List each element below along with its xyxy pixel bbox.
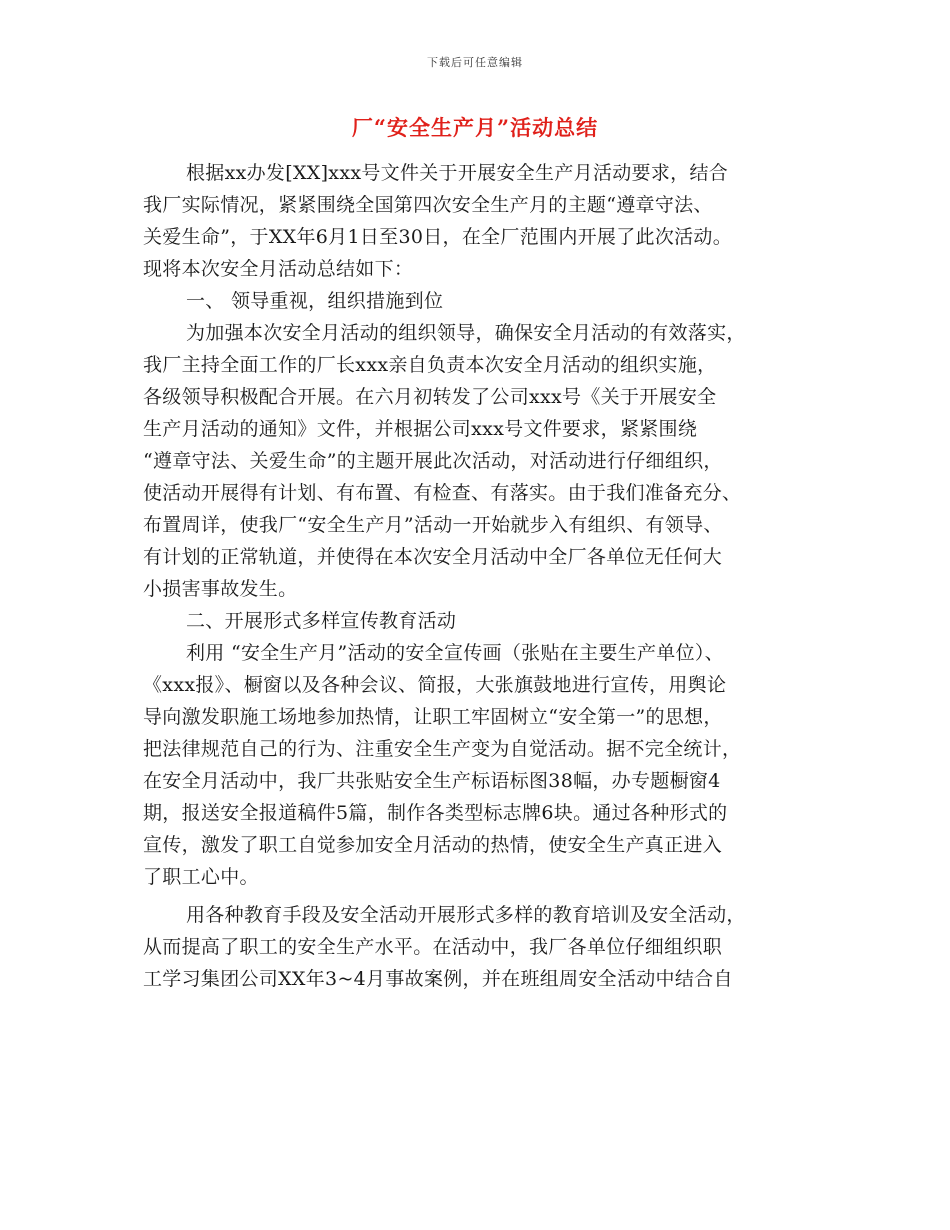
body-line: 用各种教育手段及安全活动开展形式多样的教育培训及安全活动， [186,904,746,926]
body-line: 有计划的正常轨道，并使得在本次安全月活动中全厂各单位无任何大 [143,546,723,568]
body-line: 利用 “安全生产月”活动的安全宣传画（张贴在主要生产单位）、 [186,642,724,664]
section-heading-1: 一、 领导重视，组织措施到位 [186,290,444,312]
body-line: 我厂实际情况，紧紧围绕全国第四次安全生产月的主题“遵章守法、 [143,194,713,216]
body-line: 工学习集团公司XX年3~4月事故案例，并在班组周安全活动中结合自 [143,968,733,990]
body-line: 从而提高了职工的安全生产水平。在活动中，我厂各单位仔细组织职 [143,936,723,958]
body-line: 了职工心中。 [143,866,259,888]
body-line: 把法律规范自己的行为、注重安全生产变为自觉活动。据不完全统计， [143,738,742,760]
body-line: 现将本次安全月活动总结如下： [143,258,414,280]
page-header-note: 下载后可任意编辑 [427,56,523,69]
body-line: 《xxx报》、橱窗以及各种会议、简报，大张旗鼓地进行宣传，用舆论 [143,674,727,696]
body-line: 在安全月活动中，我厂共张贴安全生产标语标图38幅，办专题橱窗4 [143,770,721,792]
body-line: 生产月活动的通知》文件，并根据公司xxx号文件要求，紧紧围绕 [143,418,698,440]
section-heading-2: 二、开展形式多样宣传教育活动 [186,610,457,632]
body-line: “遵章守法、关爱生命”的主题开展此次活动，对活动进行仔细组织， [143,450,723,472]
body-line: 小损害事故发生。 [143,578,298,600]
body-line: 使活动开展得有计划、有布置、有检查、有落实。由于我们准备充分、 [143,482,742,504]
body-line: 导向激发职施工场地参加热情，让职工牢固树立“安全第一”的思想， [143,706,723,728]
body-line: 我厂主持全面工作的厂长xxx亲自负责本次安全月活动的组织实施， [143,354,717,376]
body-line: 各级领导积极配合开展。在六月初转发了公司xxx号《关于开展安全 [143,386,717,408]
body-line: 根据xx办发[XX]xxx号文件关于开展安全生产月活动要求，结合 [186,162,729,184]
body-line: 布置周详，使我厂“安全生产月”活动一开始就步入有组织、有领导、 [143,514,723,536]
body-line: 为加强本次安全月活动的组织领导，确保安全月活动的有效落实， [186,322,746,344]
body-line: 宣传，激发了职工自觉参加安全月活动的热情，使安全生产真正进入 [143,834,723,856]
body-line: 期，报送安全报道稿件5篇，制作各类型标志牌6块。通过各种形式的 [143,802,728,824]
body-line: 关爱生命”，于XX年6月1日至30日，在全厂范围内开展了此次活动。 [143,226,733,248]
document-body [143,157,823,995]
document-title: 厂“安全生产月”活动总结 [351,115,599,140]
